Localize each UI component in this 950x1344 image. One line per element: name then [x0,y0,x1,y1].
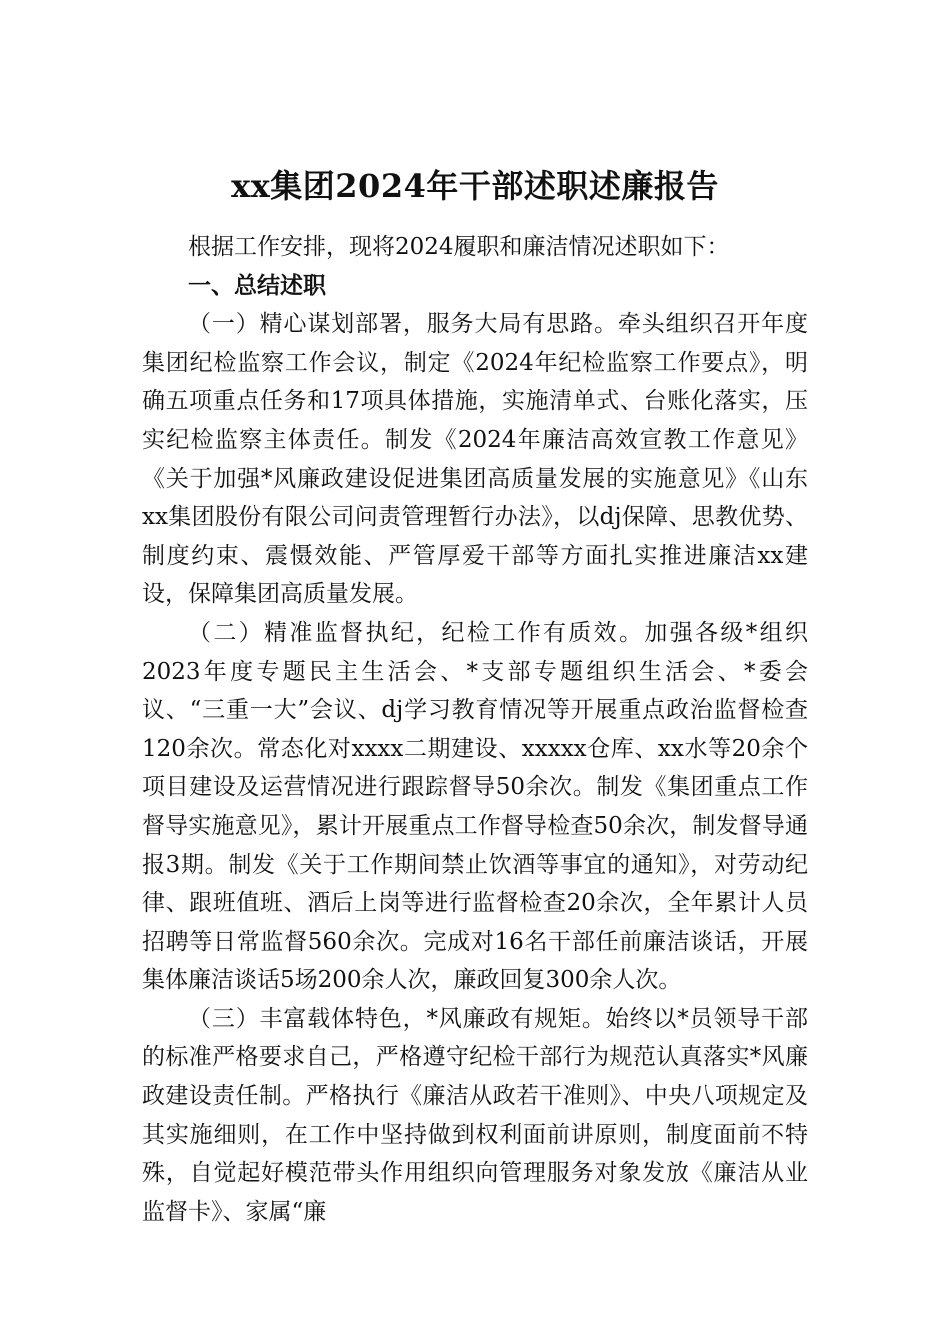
body-paragraph-2: （二）精准监督执纪，纪检工作有质效。加强各级*组织2023年度专题民主生活会、*支部专题组织生活会、*委会议、“三重一大”会议、dj学习教育情况等开展重点政治监督检查120余次。常态化对xxxx二期建设、xxxxx仓库、xx水等20余个项目建设及运营情况进行跟踪督导50余次。制发《集团重点工作督导实施意见》，累计开展重点工作督导检查50余次，制发督导通报3期。制发《关于工作期间禁止饮酒等事宜的通知》，对劳动纪律、跟班值班、酒后上岗等进行监督检查20余次，全年累计人员招聘等日常监督560余次。完成对16名干部任前廉洁谈话，开展集体廉洁谈话5场200余人次，廉政回复300余人次。 [142,619,808,994]
body-paragraph-1: （一）精心谋划部署，服务大局有思路。牵头组织召开年度集团纪检监察工作会议，制定《2024年纪检监察工作要点》，明确五项重点任务和17项具体措施，实施清单式、台账化落实，压实纪检监察主体责任。制发《2024年廉洁高效宣教工作意见》《关于加强*风廉政建设促进集团高质量发展的实施意见》《山东xx集团股份有限公司问责管理暂行办法》，以dj保障、思教优势、制度约束、震慑效能、严管厚爱干部等方面扎实推进廉洁xx建设，保障集团高质量发展。 [142,311,808,608]
intro-paragraph: 根据工作安排，现将2024履职和廉洁情况述职如下： [188,234,730,260]
section-heading: 一、总结述职 [188,271,326,299]
body-paragraph-3: （三）丰富载体特色，*风廉政有规矩。始终以*员领导干部的标准严格要求自己，严格遵守纪检干部行为规范认真落实*风廉政建设责任制。严格执行《廉洁从政若干准则》、中央八项规定及其实施细则，在工作中坚持做到权利面前讲原则，制度面前不特殊，自觉起好模范带头作用组织向管理服务对象发放《廉洁从业监督卡》、家属“廉 [142,1005,808,1225]
document-body [142,228,808,1231]
document-title: xx集团2024年干部述职述廉报告 [231,167,719,205]
